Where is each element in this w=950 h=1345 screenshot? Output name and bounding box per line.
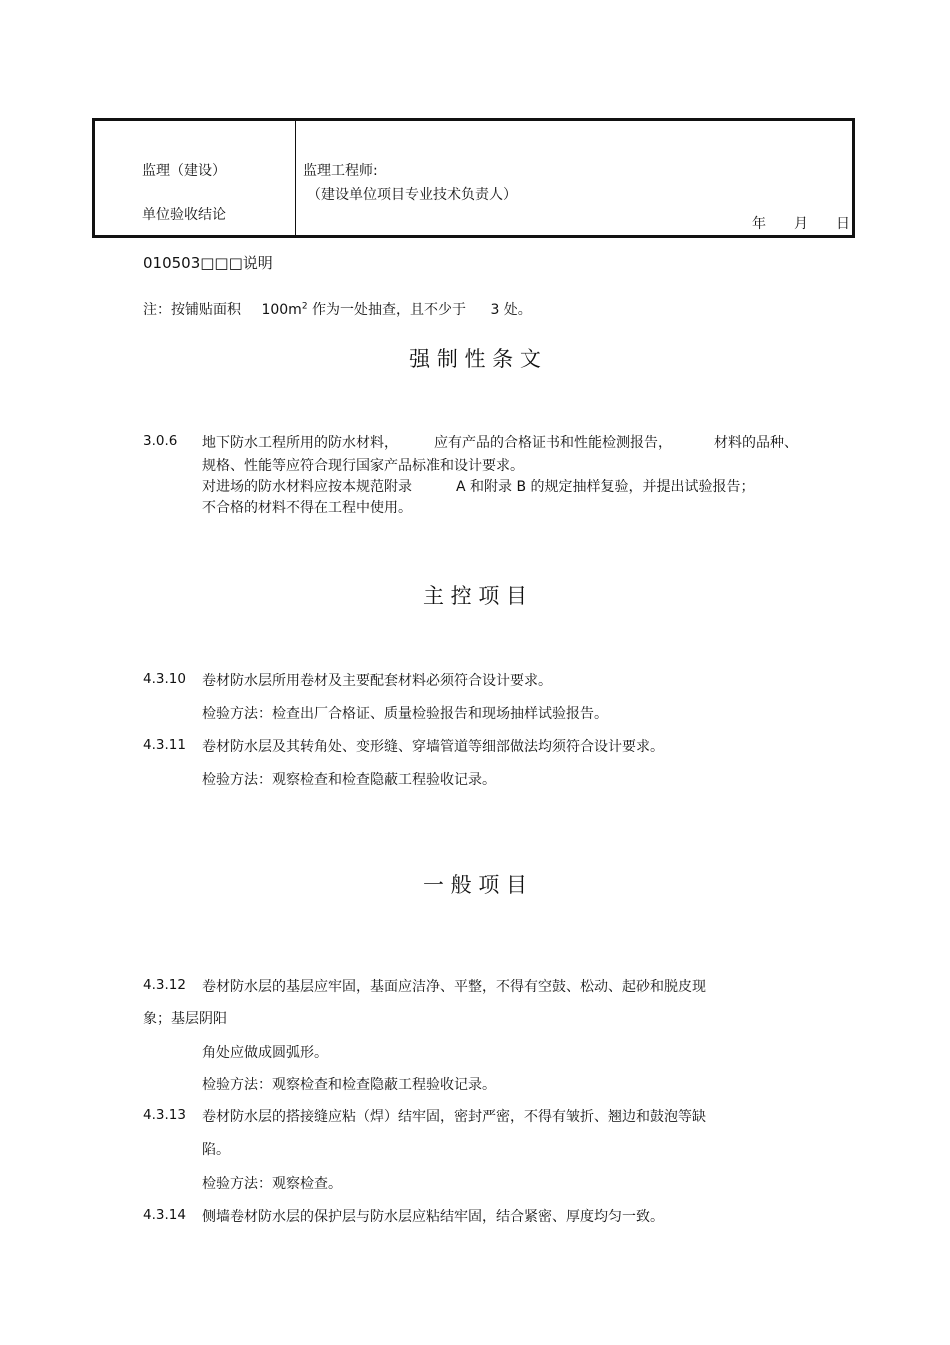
acceptance-table: [92, 118, 855, 238]
note-line: [143, 299, 532, 319]
note-suffix: 作为一处抽查，且不少于: [312, 302, 466, 318]
item-4-3-11-text: 卷材防水层及其转角处、变形缝、穿墙管道等细部做法均须符合设计要求。: [202, 739, 664, 755]
item-4-3-14-line1: 侧墙卷材防水层的保护层与防水层应粘结牢固，结合紧密、厚度均匀一致。: [202, 1209, 664, 1225]
item-4-3-10-number: 4.3.10: [143, 671, 186, 687]
clause-line1b: 应有产品的合格证书和性能检测报告，: [434, 435, 672, 451]
general-items-heading: 一 般 项 目: [422, 873, 528, 897]
item-4-3-12-method: 检验方法：观察检查和检查隐蔽工程验收记录。: [202, 1077, 496, 1093]
table-month: 月: [794, 216, 808, 232]
item-4-3-12-line3: 角处应做成圆弧形。: [202, 1045, 328, 1061]
item-4-3-11-number: 4.3.11: [143, 737, 186, 753]
item-4-3-13-number: 4.3.13: [143, 1107, 186, 1123]
clause-line1c: 材料的品种、: [714, 435, 798, 451]
clause-number: 3.0.6: [143, 433, 178, 449]
clause-line4: 不合格的材料不得在工程中使用。: [202, 500, 412, 516]
table-left-line1: 监理（建设）: [142, 163, 226, 179]
table-divider: [295, 121, 296, 235]
mandatory-heading: 强 制 性 条 文: [409, 347, 541, 371]
item-4-3-13-line2: 陷。: [202, 1142, 230, 1158]
clause-line3a: 对进场的防水材料应按本规范附录: [202, 479, 412, 495]
code-line: 010503□□□说明: [143, 254, 273, 272]
clause-line2: 规格、性能等应符合现行国家产品标准和设计要求。: [202, 458, 524, 474]
item-4-3-12-number: 4.3.12: [143, 977, 186, 993]
item-4-3-11-method: 检验方法：观察检查和检查隐蔽工程验收记录。: [202, 772, 496, 788]
note-count: 3 处。: [490, 302, 532, 318]
note-prefix: 注：按铺贴面积: [143, 302, 241, 318]
item-4-3-14-number: 4.3.14: [143, 1207, 186, 1223]
table-right-line2: （建设单位项目专业技术负责人）: [307, 187, 517, 203]
item-4-3-10-text: 卷材防水层所用卷材及主要配套材料必须符合设计要求。: [202, 673, 552, 689]
clause-line1a: 地下防水工程所用的防水材料，: [202, 435, 398, 451]
item-4-3-12-line1: 卷材防水层的基层应牢固，基面应洁净、平整，不得有空鼓、松动、起砂和脱皮现: [202, 979, 706, 995]
item-4-3-12-line2: 象；基层阴阳: [143, 1011, 227, 1027]
table-left-line2: 单位验收结论: [142, 207, 226, 223]
main-items-heading: 主 控 项 目: [422, 584, 528, 608]
table-day: 日: [836, 216, 850, 232]
item-4-3-13-method: 检验方法：观察检查。: [202, 1176, 342, 1192]
item-4-3-10-method: 检验方法：检查出厂合格证、质量检验报告和现场抽样试验报告。: [202, 706, 608, 722]
clause-line3b: A 和附录 B 的规定抽样复验，并提出试验报告；: [456, 479, 755, 495]
note-area: $100m^2$: [261, 301, 308, 318]
table-right-line1: 监理工程师:: [303, 163, 378, 179]
item-4-3-13-line1: 卷材防水层的搭接缝应粘（焊）结牢固，密封严密，不得有皱折、翘边和鼓泡等缺: [202, 1109, 706, 1125]
table-year: 年: [752, 216, 766, 232]
